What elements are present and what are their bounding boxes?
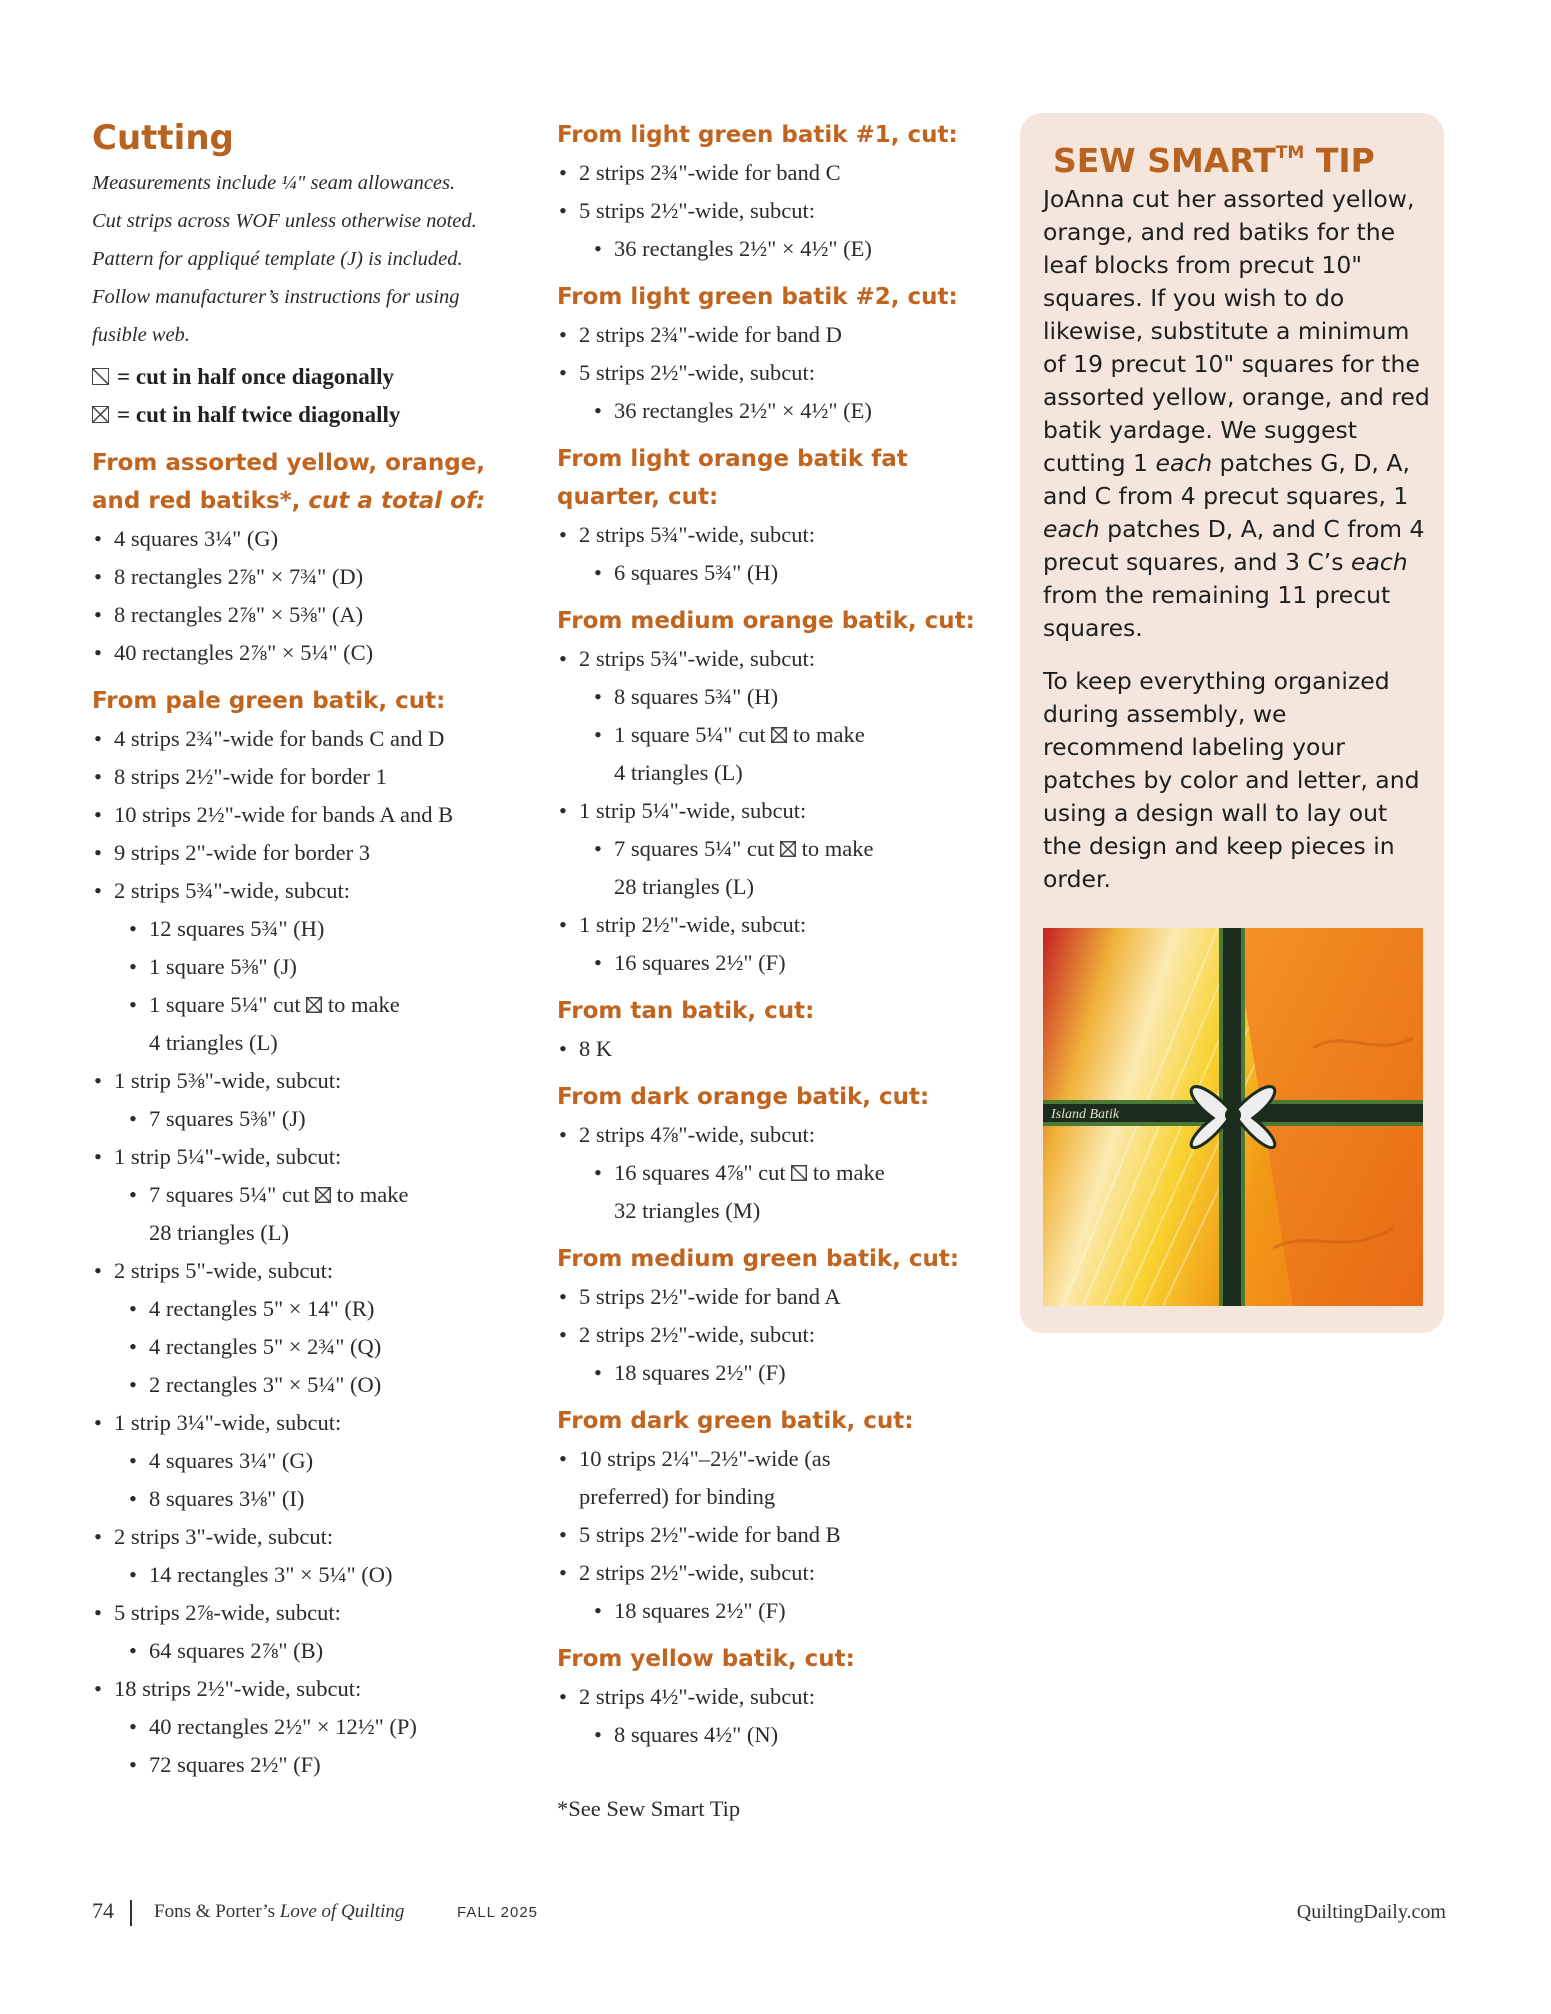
yellow-heading: From yellow batik, cut:	[557, 1646, 855, 1672]
list-item: • 7 squares 5¼" cut to make 28 triangles (L)	[92, 1176, 532, 1252]
list-item: • 8 squares 3⅛" (I)	[92, 1480, 532, 1518]
list-item: • 8 K	[557, 1030, 997, 1068]
dark-green-heading: From dark green batik, cut:	[557, 1408, 914, 1434]
footer-divider	[130, 1900, 132, 1926]
list-item: • 1 strip 5¼"-wide, subcut: • 7 squares 5¼" cut to make 28 triangles (L)	[557, 792, 997, 906]
list-item: • 10 strips 2¼"–2½"-wide (as preferred) for binding	[557, 1440, 997, 1516]
list-item: • 40 rectangles 2⅞" × 5¼" (C)	[92, 634, 532, 672]
medium-orange-list	[557, 640, 997, 982]
list-item: • 10 strips 2½"-wide for bands A and B	[92, 796, 532, 834]
list-item: • 1 strip 5¼"-wide, subcut: • 7 squares 5¼" cut to make 28 triangles (L)	[92, 1138, 532, 1252]
list-item: • 2 strips 2½"-wide, subcut: • 18 squares 2½" (F)	[557, 1554, 997, 1630]
footnote: *See Sew Smart Tip	[557, 1796, 741, 1821]
website: QuiltingDaily.com	[1296, 1901, 1446, 1923]
list-item: • 16 squares 4⅞" cut to make 32 triangles (M)	[557, 1154, 997, 1230]
pale-green-list	[92, 720, 532, 1784]
list-item: • 6 squares 5¾" (H)	[557, 554, 997, 592]
page-footer	[92, 1898, 1446, 1932]
list-item: • 2 strips 4½"-wide, subcut: • 8 squares 4½" (N)	[557, 1678, 997, 1754]
medium-green-heading: From medium green batik, cut:	[557, 1246, 960, 1272]
cutting-column-1	[92, 118, 532, 1784]
yellow-list	[557, 1678, 997, 1754]
light-green-1-list	[557, 154, 997, 268]
list-item: • 4 squares 3¼" (G)	[92, 520, 532, 558]
list-item: • 12 squares 5¾" (H)	[92, 910, 532, 948]
tip-body	[1043, 183, 1433, 916]
light-green-1-heading: From light green batik #1, cut:	[557, 122, 958, 148]
quarter-square-triangle-icon	[780, 836, 796, 861]
list-item: • 5 strips 2½"-wide for band A	[557, 1278, 997, 1316]
list-item: • 72 squares 2½" (F)	[92, 1746, 532, 1784]
half-square-triangle-icon	[92, 368, 109, 385]
list-item: • 5 strips 2⅞-wide, subcut: • 64 squares 2⅞" (B)	[92, 1594, 532, 1670]
tip-title: SEW SMART™ TIP	[1053, 141, 1375, 180]
medium-orange-heading: From medium orange batik, cut:	[557, 608, 975, 634]
legend-twice: = cut in half twice diagonally	[92, 396, 532, 434]
legend-once: = cut in half once diagonally	[92, 358, 532, 396]
half-square-triangle-icon	[791, 1160, 807, 1185]
cut-legend	[92, 358, 532, 434]
page-number: 74	[92, 1898, 114, 1923]
issue-season: FALL 2025	[457, 1904, 539, 1921]
list-item: • 8 strips 2½"-wide for border 1	[92, 758, 532, 796]
dark-green-list	[557, 1440, 997, 1630]
list-item: • 8 squares 4½" (N)	[557, 1716, 997, 1754]
list-item: • 8 rectangles 2⅞" × 7¾" (D)	[92, 558, 532, 596]
light-green-2-list	[557, 316, 997, 430]
list-item: • 18 squares 2½" (F)	[557, 1354, 997, 1392]
quarter-square-triangle-icon	[92, 406, 109, 423]
cutting-title: Cutting	[92, 118, 234, 158]
publication-name: Fons & Porter’s Love of Quilting	[154, 1901, 405, 1922]
list-item: • 18 squares 2½" (F)	[557, 1592, 997, 1630]
list-item: • 8 squares 5¾" (H)	[557, 678, 997, 716]
list-item: • 2 rectangles 3" × 5¼" (O)	[92, 1366, 532, 1404]
cutting-column-2	[557, 116, 997, 1828]
light-green-2-heading: From light green batik #2, cut:	[557, 284, 958, 310]
list-item: • 2 strips 2½"-wide, subcut: • 18 squares 2½" (F)	[557, 1316, 997, 1392]
list-item: • 2 strips 5"-wide, subcut: • 4 rectangles 5" × 14" (R) • 4 rectangles 5" × 2¾" (Q) • 2 rectangles 3" × 5¼" (O)	[92, 1252, 532, 1404]
list-item: • 16 squares 2½" (F)	[557, 944, 997, 982]
list-item: • 2 strips 2¾"-wide for band C	[557, 154, 997, 192]
ribbon-brand-text: Island Batik	[1051, 1107, 1120, 1122]
tip-paragraph-1: JoAnna cut her assorted yellow, orange, and red batiks for the leaf blocks from precut 10" squares. If you wish to do likewise, substitute a minimum of 19 precut 10" squares for the assorted yellow, orange, and red batik yardage. We suggest cutting 1 each patches G, D, A, and C from 4 precut squares, 1 each patches D, A, and C from 4 precut squares, and 3 C’s each from the remaining 11 precut squares.	[1043, 185, 1430, 642]
list-item: • 5 strips 2½"-wide, subcut: • 36 rectangles 2½" × 4½" (E)	[557, 354, 997, 430]
medium-green-list	[557, 1278, 997, 1392]
list-item: • 2 strips 2¾"-wide for band D	[557, 316, 997, 354]
quarter-square-triangle-icon	[771, 722, 787, 747]
list-item: • 2 strips 4⅞"-wide, subcut: • 16 squares 4⅞" cut to make 32 triangles (M)	[557, 1116, 997, 1230]
quarter-square-triangle-icon	[315, 1182, 331, 1207]
list-item: • 1 square 5⅜" (J)	[92, 948, 532, 986]
list-item: • 36 rectangles 2½" × 4½" (E)	[557, 230, 997, 268]
list-item: • 40 rectangles 2½" × 12½" (P)	[92, 1708, 532, 1746]
light-orange-list	[557, 516, 997, 592]
list-item: • 1 square 5¼" cut to make 4 triangles (L)	[92, 986, 532, 1062]
dark-orange-list	[557, 1116, 997, 1230]
quarter-square-triangle-icon	[306, 992, 322, 1017]
precut-squares-photo	[1043, 928, 1423, 1306]
list-item: • 7 squares 5⅜" (J)	[92, 1100, 532, 1138]
list-item: • 5 strips 2½"-wide for band B	[557, 1516, 997, 1554]
list-item: • 2 strips 5¾"-wide, subcut: • 8 squares 5¾" (H) • 1 square 5¼" cut to make 4 triangles (L)	[557, 640, 997, 792]
tan-heading: From tan batik, cut:	[557, 998, 815, 1024]
list-item: • 8 rectangles 2⅞" × 5⅜" (A)	[92, 596, 532, 634]
list-item: • 2 strips 5¾"-wide, subcut: • 6 squares 5¾" (H)	[557, 516, 997, 592]
list-item: • 2 strips 5¾"-wide, subcut: • 12 squares 5¾" (H) • 1 square 5⅜" (J) • 1 square 5¼" cut to make 4 triangles (L)	[92, 872, 532, 1062]
tan-list	[557, 1030, 997, 1068]
cutting-intro: Measurements include ¼" seam allowances. Cut strips across WOF unless otherwise noted. Pattern for appliqué template (J) is included. Follow manufacturer’s instructions for using fusible web.	[92, 172, 477, 346]
list-item: • 4 rectangles 5" × 2¾" (Q)	[92, 1328, 532, 1366]
list-item: • 4 rectangles 5" × 14" (R)	[92, 1290, 532, 1328]
assorted-batiks-heading: From assorted yellow, orange, and red batiks*, cut a total of:	[92, 450, 486, 514]
assorted-batiks-list	[92, 520, 532, 672]
list-item: • 2 strips 3"-wide, subcut: • 14 rectangles 3" × 5¼" (O)	[92, 1518, 532, 1594]
list-item: • 7 squares 5¼" cut to make 28 triangles (L)	[557, 830, 997, 906]
list-item: • 1 strip 5⅜"-wide, subcut: • 7 squares 5⅜" (J)	[92, 1062, 532, 1138]
list-item: • 4 strips 2¾"-wide for bands C and D	[92, 720, 532, 758]
tip-paragraph-2: To keep everything organized during assembly, we recommend labeling your patches by color and letter, and using a design wall to lay out the design and keep pieces in order.	[1043, 667, 1420, 893]
pale-green-heading: From pale green batik, cut:	[92, 688, 446, 714]
list-item: • 9 strips 2"-wide for border 3	[92, 834, 532, 872]
list-item: • 64 squares 2⅞" (B)	[92, 1632, 532, 1670]
trademark: TM	[1275, 143, 1305, 163]
list-item: • 1 strip 3¼"-wide, subcut: • 4 squares 3¼" (G) • 8 squares 3⅛" (I)	[92, 1404, 532, 1518]
list-item: • 1 strip 2½"-wide, subcut: • 16 squares 2½" (F)	[557, 906, 997, 982]
list-item: • 1 square 5¼" cut to make 4 triangles (L)	[557, 716, 997, 792]
light-orange-heading: From light orange batik fat quarter, cut:	[557, 446, 908, 510]
list-item: • 36 rectangles 2½" × 4½" (E)	[557, 392, 997, 430]
list-item: • 4 squares 3¼" (G)	[92, 1442, 532, 1480]
sew-smart-tip-box	[1020, 113, 1444, 1333]
list-item: • 5 strips 2½"-wide, subcut: • 36 rectangles 2½" × 4½" (E)	[557, 192, 997, 268]
dark-orange-heading: From dark orange batik, cut:	[557, 1084, 930, 1110]
list-item: • 14 rectangles 3" × 5¼" (O)	[92, 1556, 532, 1594]
list-item: • 18 strips 2½"-wide, subcut: • 40 rectangles 2½" × 12½" (P) • 72 squares 2½" (F)	[92, 1670, 532, 1784]
